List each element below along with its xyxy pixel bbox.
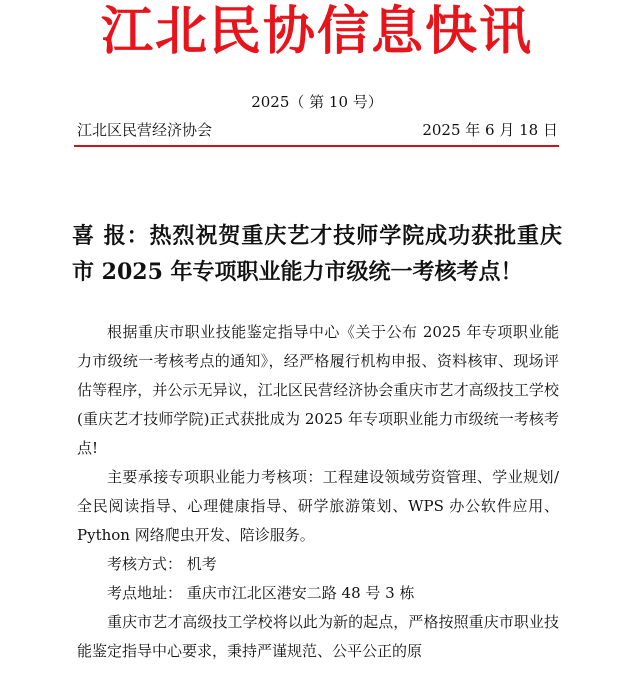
paragraph-exam-address: 考点地址： 重庆市江北区港安二路 48 号 3 栋 [107,584,415,602]
publish-date: 2025 年 6 月 18 日 [422,121,558,139]
masthead-title: 江北民协信息快讯 [100,2,533,62]
header-divider [74,145,559,147]
article-body [77,318,559,666]
paragraph-closing: 重庆市艺才高级技工学校将以此为新的起点，严格按照重庆市职业技能鉴定指导中心要求，秉持严谨规范、公平公正的原 [77,613,559,660]
issue-number: 2025（ 第 10 号） [251,93,383,111]
paragraph-exam-items: 主要承接专项职业能力考核项：工程建设领域劳资管理、学业规划/全民阅读指导、心理健康指导、研学旅游策划、WPS 办公软件应用、Python 网络爬虫开发、陪诊服务。 [77,468,559,544]
paragraph-intro: 根据重庆市职业技能鉴定指导中心《关于公布 2025 年专项职业能力市级统一考核考点的通知》，经严格履行机构申报、资料核审、现场评估等程序，并公示无异议，江北区民营经济协会重庆市艺才高级技工学校(重庆艺才技师学院)正式获批成为 2025 年专项职业能力市级统一考核考点! [77,323,559,457]
organization-name: 江北区民营经济协会 [77,121,213,139]
paragraph-exam-method: 考核方式： 机考 [107,555,217,573]
article-headline: 喜 报：热烈祝贺重庆艺才技师学院成功获批重庆市 2025 年专项职业能力市级统一考核考点！ [72,223,562,285]
